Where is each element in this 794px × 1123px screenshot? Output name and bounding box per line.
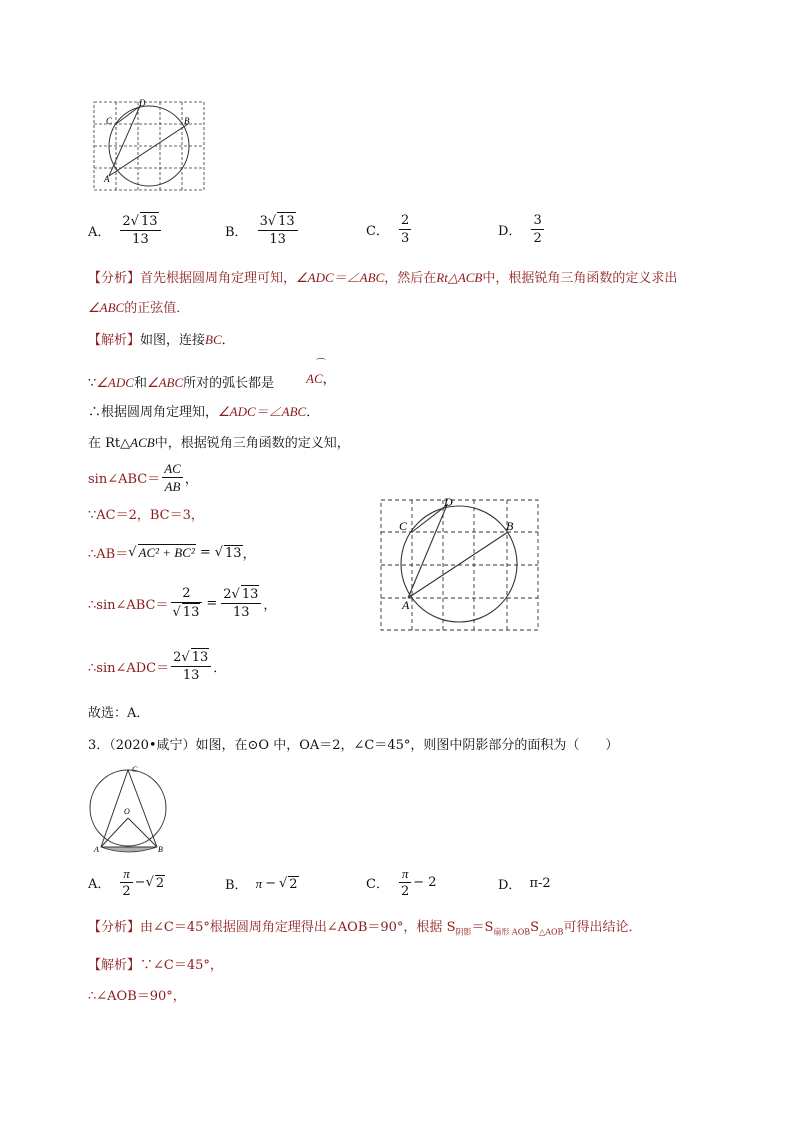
label-B: B xyxy=(506,519,514,533)
q3-solution-line2: ∴∠AOB＝90°， xyxy=(88,989,186,1004)
q2-option-d: D． $\frac{3}{2}$ xyxy=(498,213,542,246)
label-D: D xyxy=(139,98,146,108)
q2-option-a: A． $\frac{2√ 13}{13}$ xyxy=(88,212,163,248)
label-A: A xyxy=(94,845,99,854)
q2-line4: sin∠ABC＝ $\frac{AC}{AB}$ ， xyxy=(88,461,198,494)
label-O: O xyxy=(124,807,130,816)
q2-line8: ∴sin∠ADC＝ $\frac{2√ 13}{13}$ ． xyxy=(88,650,227,683)
q2-line3: 在 Rt△ACB中，根据锐角三角函数的定义知， xyxy=(88,435,350,451)
q3-solution: 【解析】∵∠C＝45°， xyxy=(88,958,223,973)
figure-grid-circle-small xyxy=(88,96,210,196)
q2-line7: ∴sin∠ABC＝ $\frac{2}{√ 13}$ = $\frac{2√ 13}{13}$ ， xyxy=(88,586,277,620)
label-A: A xyxy=(402,598,410,612)
q2-analysis: 【分析】首先根据圆周角定理可知，∠ADC＝∠ABC，然后在Rt△ACB中，根据锐角三角函数的定义求出 xyxy=(88,270,678,286)
label-C: C xyxy=(106,116,113,126)
q2-solution-head: 【解析】如图，连接BC． xyxy=(88,332,235,348)
label-D: D xyxy=(444,495,453,509)
label-C: C xyxy=(132,765,138,774)
label-B: B xyxy=(158,845,163,854)
q2-line2: ∴根据圆周角定理知，∠ADC＝∠ABC． xyxy=(88,404,320,420)
q2-analysis-cont: ∠ABC的正弦值． xyxy=(88,300,190,316)
label-C: C xyxy=(399,519,408,533)
q2-line6: ∴AB＝ √ AC² + BC² = √ 13 ， xyxy=(88,545,256,562)
q3-analysis: 【分析】由∠C＝45°根据圆周角定理得出∠AOB＝90°，根据 $S_{阴影}=S_{扇形 AOB}S_{\triangle AOB}$可得出结论． xyxy=(88,920,642,937)
label-A: A xyxy=(104,174,110,184)
label-B: B xyxy=(184,116,190,126)
q2-option-c: C． $\frac{2}{3}$ xyxy=(366,213,410,246)
q2-answer: 故选：A． xyxy=(88,706,150,721)
q2-arc-ac: ⌒ AC， xyxy=(306,359,336,387)
q3-option-c: C． $\frac{\pi}{2}$ − 2 xyxy=(366,866,437,899)
q3-option-d: D． π-2 xyxy=(498,876,551,893)
q2-line1: ∵∠ADC和∠ABC所对的弧长都是 xyxy=(88,375,275,391)
q3-stem: 3．（2020•咸宁）如图，在⊙O 中，OA＝2，∠C＝45°，则图中阴影部分的面积为（ ） xyxy=(88,738,619,753)
q3-option-a: A． $\frac{\pi}{2}$ − √ 2 xyxy=(88,866,165,899)
q2-option-b: B． $\frac{3√ 13}{13}$ xyxy=(225,212,300,248)
q2-line5: ∵AC＝2，BC＝3， xyxy=(88,508,204,523)
q3-option-b: B． π − √ 2 xyxy=(225,875,298,893)
figure-grid-circle-large xyxy=(374,492,546,634)
figure-circle-shaded xyxy=(86,760,176,856)
